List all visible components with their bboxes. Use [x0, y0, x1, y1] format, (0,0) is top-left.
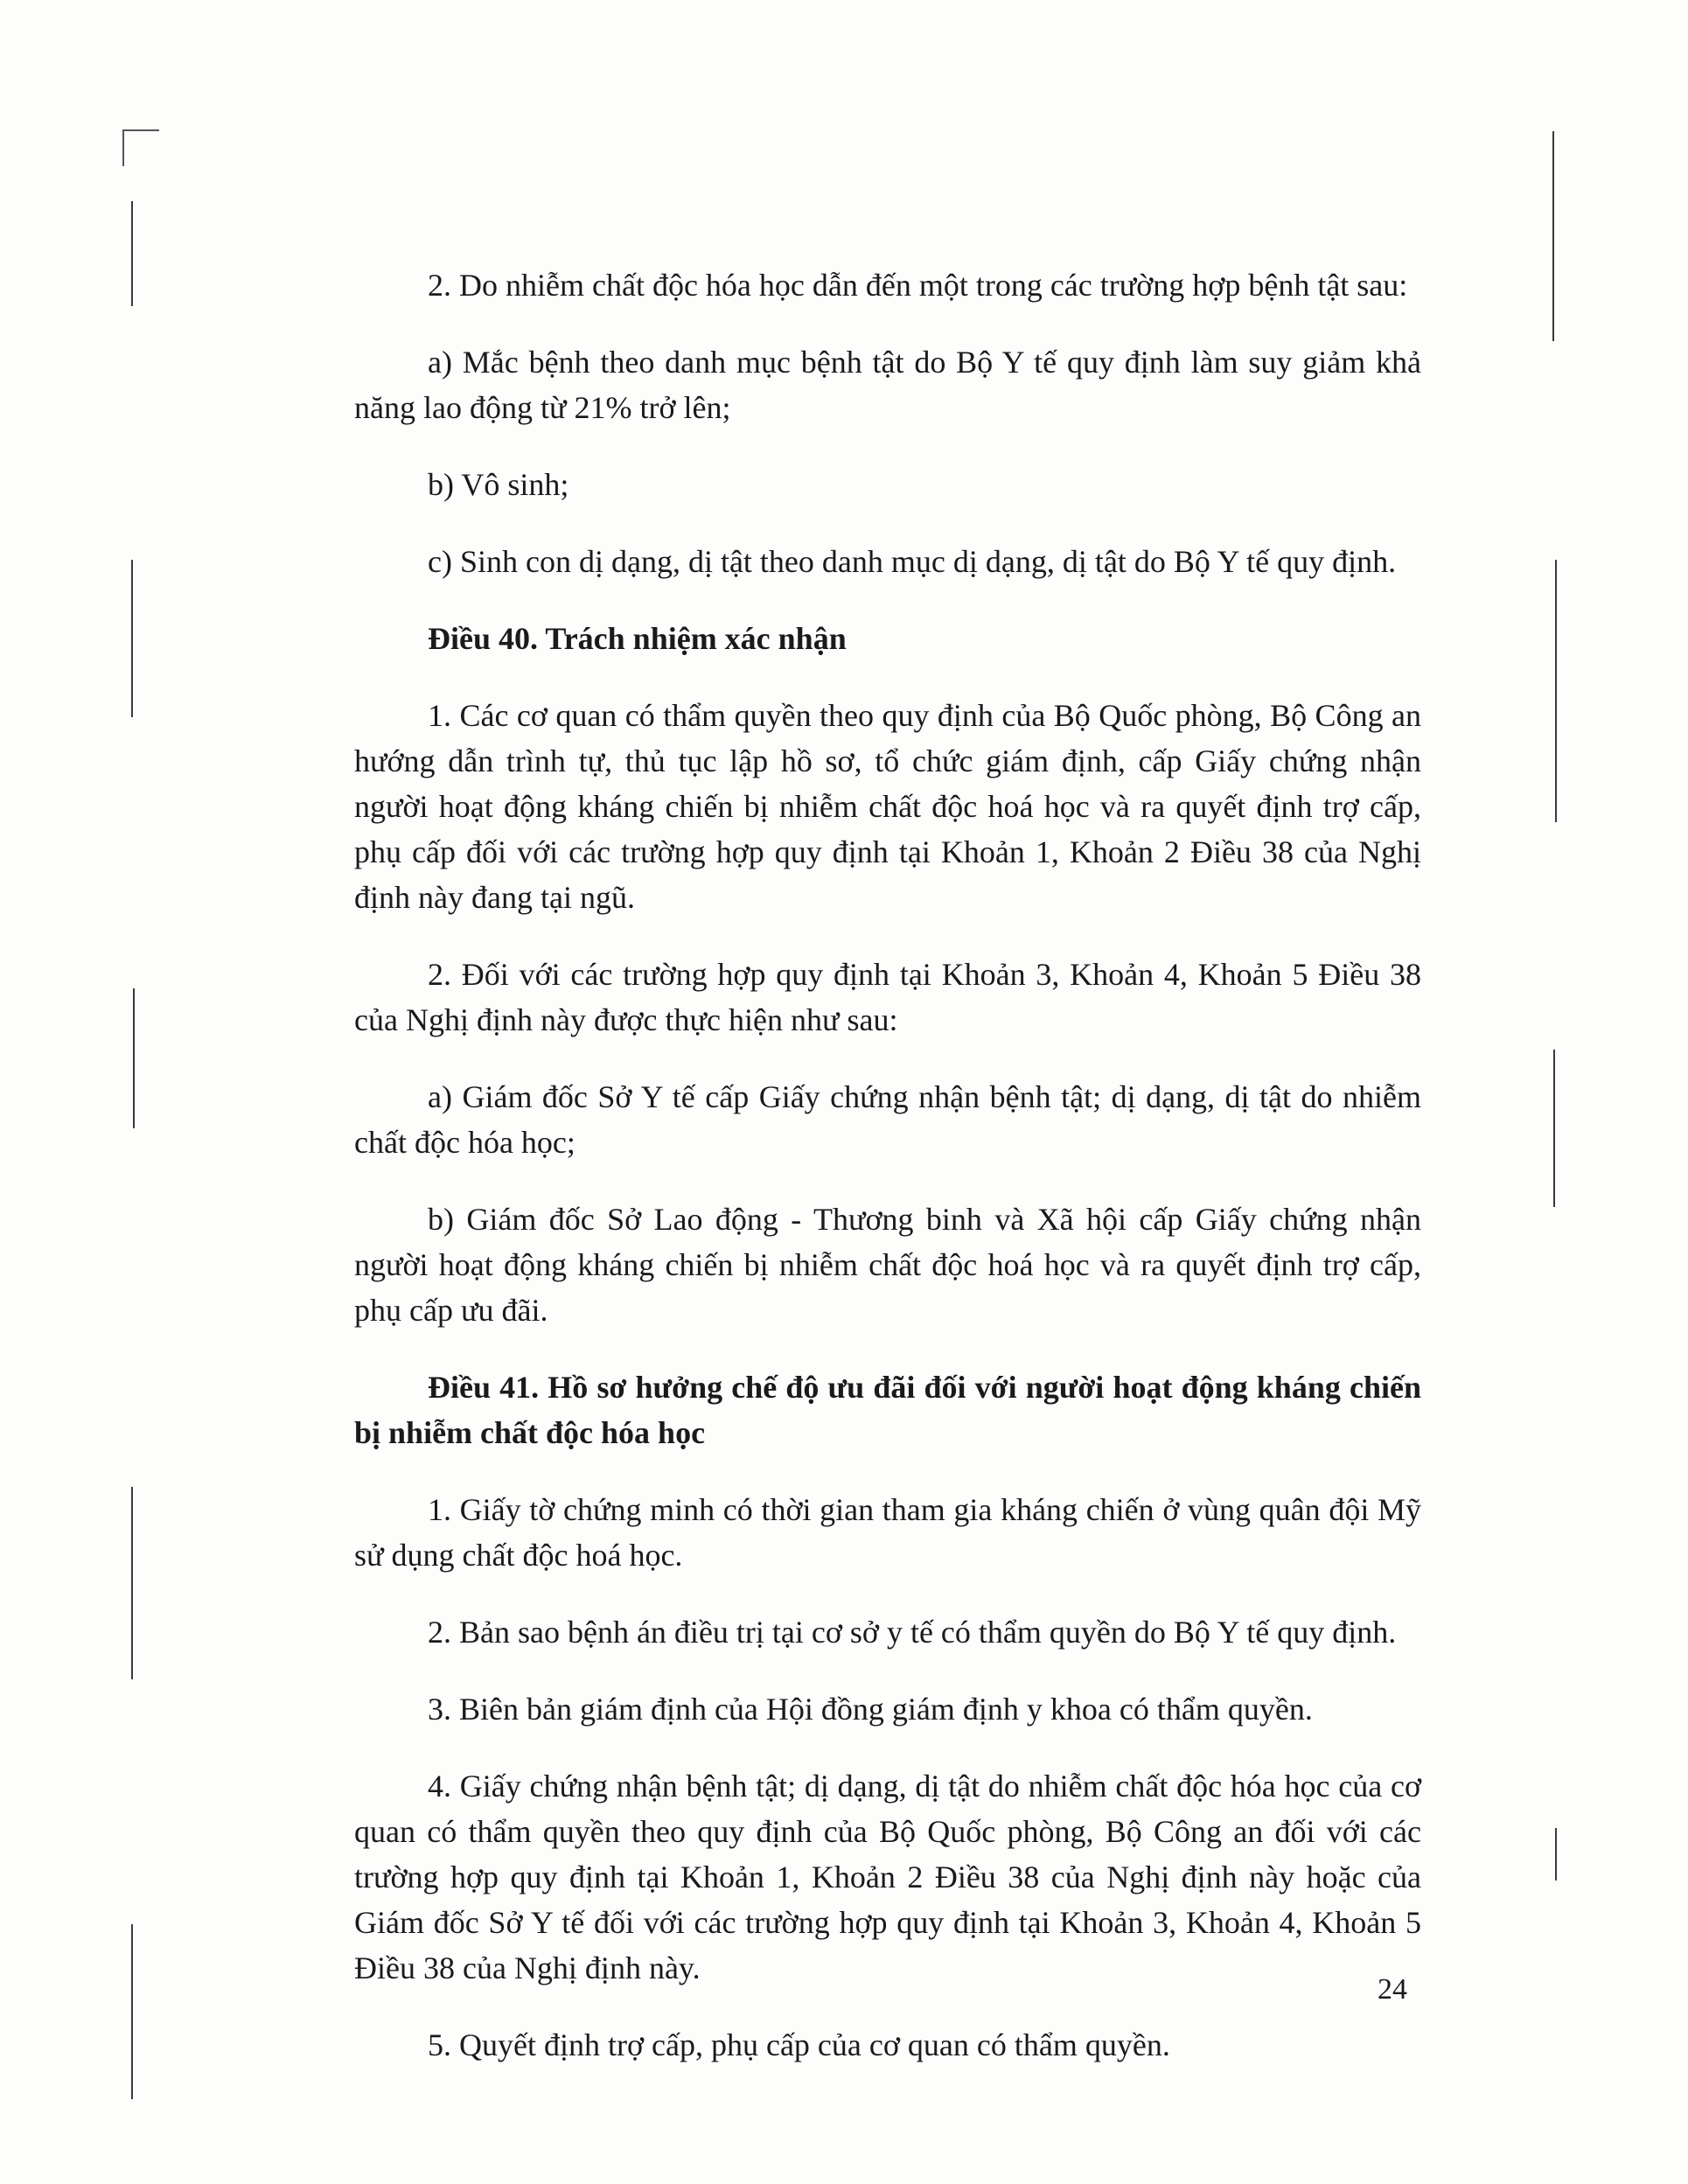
article-41-item-1: 1. Giấy tờ chứng minh có thời gian tham gia kháng chiến ở vùng quân đội Mỹ sử dụng chất độc hoá học.: [354, 1492, 1421, 1573]
paragraph-c-birth-defects: c) Sinh con dị dạng, dị tật theo danh mục dị dạng, dị tật do Bộ Y tế quy định.: [428, 544, 1397, 579]
right-margin-scan-line: [1552, 131, 1554, 341]
article-41-item-2: 2. Bản sao bệnh án điều trị tại cơ sở y tế có thẩm quyền do Bộ Y tế quy định.: [428, 1615, 1397, 1650]
left-margin-scan-line: [133, 988, 135, 1128]
article-41-item-3: 3. Biên bản giám định của Hội đồng giám định y khoa có thẩm quyền.: [428, 1692, 1313, 1727]
article-40-clause-2a: a) Giám đốc Sở Y tế cấp Giấy chứng nhận bệnh tật; dị dạng, dị tật do nhiễm chất độc hóa học;: [354, 1079, 1421, 1160]
article-40-clause-1: 1. Các cơ quan có thẩm quyền theo quy định của Bộ Quốc phòng, Bộ Công an hướng dẫn trình tự, thủ tục lập hồ sơ, tổ chức giám định, cấp Giấy chứng nhận người hoạt động kháng chiến bị nhiễm chất độc hoá học và ra quyết định trợ cấp, phụ cấp đối với các trường hợp quy định tại Khoản 1, Khoản 2 Điều 38 của Nghị định này đang tại ngũ.: [354, 698, 1421, 915]
article-41-heading: Điều 41. Hồ sơ hưởng chế độ ưu đãi đối với người hoạt động kháng chiến bị nhiễm chất độc hóa học: [354, 1370, 1421, 1450]
left-margin-scan-line: [131, 1487, 133, 1679]
paragraph-a-disease: a) Mắc bệnh theo danh mục bệnh tật do Bộ Y tế quy định làm suy giảm khả năng lao động từ 21% trở lên;: [354, 345, 1421, 425]
left-margin-scan-line: [131, 201, 133, 306]
article-40-clause-2b: b) Giám đốc Sở Lao động - Thương binh và Xã hội cấp Giấy chứng nhận người hoạt động kháng chiến bị nhiễm chất độc hoá học và ra quyết định trợ cấp, phụ cấp ưu đãi.: [354, 1202, 1421, 1328]
paragraph-b-infertility: b) Vô sinh;: [428, 467, 569, 502]
scan-corner-mark: [122, 129, 159, 166]
right-margin-scan-line: [1555, 560, 1557, 822]
document-body: [354, 262, 1421, 2099]
page-number: 24: [1378, 1973, 1407, 2006]
paragraph-2-condition: 2. Do nhiễm chất độc hóa học dẫn đến một trong các trường hợp bệnh tật sau:: [428, 268, 1408, 303]
right-margin-scan-line: [1555, 1828, 1557, 1880]
right-margin-scan-line: [1553, 1050, 1555, 1207]
left-margin-scan-line: [131, 1924, 133, 2099]
article-41-item-4: 4. Giấy chứng nhận bệnh tật; dị dạng, dị tật do nhiễm chất độc hóa học của cơ quan có thẩm quyền theo quy định của Bộ Quốc phòng, Bộ Công an đối với các trường hợp quy định tại Khoản 1, Khoản 2 Điều 38 của Nghị định này hoặc của Giám đốc Sở Y tế đối với các trường hợp quy định tại Khoản 3, Khoản 4, Khoản 5 Điều 38 của Nghị định này.: [354, 1769, 1421, 1985]
article-40-heading: Điều 40. Trách nhiệm xác nhận: [428, 621, 847, 656]
article-41-item-5: 5. Quyết định trợ cấp, phụ cấp của cơ quan có thẩm quyền.: [428, 2027, 1170, 2062]
article-40-clause-2: 2. Đối với các trường hợp quy định tại Khoản 3, Khoản 4, Khoản 5 Điều 38 của Nghị định này được thực hiện như sau:: [354, 957, 1421, 1037]
left-margin-scan-line: [131, 560, 133, 717]
